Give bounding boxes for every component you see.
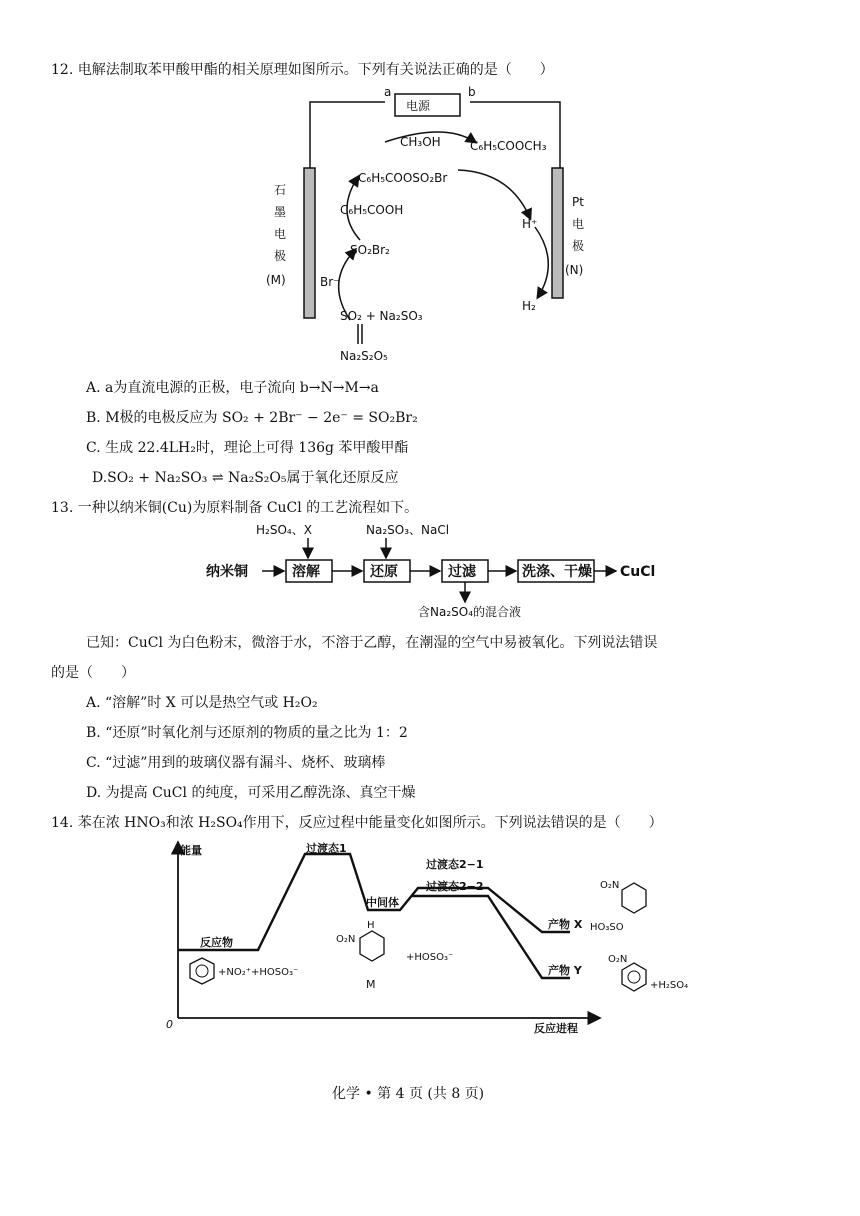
flow-step-3: 过滤 [448,564,476,580]
arenium-ion-icon [360,931,384,961]
q12-option-b: B. M极的电极反应为 SO₂ + 2Br⁻ − 2e⁻ = SO₂Br₂ [86,410,418,426]
reactant-formula: +NO₂⁺+HOSO₃⁻ [218,967,299,978]
reactant-label: 反应物 [200,936,233,949]
so2-na2so3: SO₂ + Na₂SO₃ [340,309,423,323]
flow-step-4: 洗涤、干燥 [522,564,592,580]
q13-option-d: D. 为提高 CuCl 的纯度，可采用乙醇洗涤、真空干燥 [86,785,416,801]
terminal-a: a [384,85,392,99]
q13-stem: 13. 一种以纳米铜(Cu)为原料制备 CuCl 的工艺流程如下。 [51,500,419,516]
ester-label: C₆H₅COOCH₃ [470,139,547,153]
q13-option-b: B. “还原”时氧化剂与还原剂的物质的量之比为 1：2 [86,725,408,741]
x-axis-label: 反应进程 [534,1022,578,1035]
q13-option-a: A. “溶解”时 X 可以是热空气或 H₂O₂ [86,695,318,711]
product-x-label: 产物 X [548,918,583,931]
q12-option-d: D.SO₂ + Na₂SO₃ ⇌ Na₂S₂O₅属于氧化还原反应 [92,470,399,486]
graphite-electrode [304,168,315,318]
y-o2n: O₂N [608,954,628,965]
q13-known-2: 的是（ ） [51,665,135,681]
y-extra: +H₂SO₄ [650,980,689,991]
h2-label: H₂ [522,299,536,313]
x-hoso: HO₃SO [590,922,624,933]
q13-option-c: C. “过滤”用到的玻璃仪器有漏斗、烧杯、玻璃棒 [86,755,386,771]
q12-stem: 12. 电解法制取苯甲酸甲酯的相关原理如图所示。下列有关说法正确的是（ ） [51,62,554,78]
flow-step-1: 溶解 [292,564,320,580]
energy-curve-branch [412,896,570,978]
x-o2n: O₂N [600,880,620,891]
benzene-icon [190,958,214,984]
m-label: M [366,978,376,991]
left-char-3: 电 [274,227,287,241]
product-x-ring-icon [622,883,646,913]
left-char-5: (M) [266,273,286,287]
electrolysis-diagram [260,82,600,372]
m-h-top: H [367,920,375,931]
product-y-ring-icon [622,963,646,991]
reagent-1: H₂SO₄、X [256,523,312,537]
m-o2n: O₂N [336,934,356,945]
q13-known-1: 已知：CuCl 为白色粉末，微溶于水，不溶于乙醇，在潮湿的空气中易被氧化。下列说法错误 [86,635,658,651]
pt-electrode [552,168,563,298]
ts22-label: 过渡态2−2 [426,880,484,893]
left-char-1: 石 [274,183,287,197]
c6h5cooh: C₆H₅COOH [340,203,404,217]
left-char-4: 极 [274,249,287,263]
q12-option-a: A. a为直流电源的正极，电子流向 b→N→M→a [86,380,379,396]
na2s2o5: Na₂S₂O₅ [340,349,388,363]
terminal-b: b [468,85,476,99]
flow-start: 纳米铜 [206,564,248,580]
right-char-4: (N) [565,263,584,277]
q14-stem: 14. 苯在浓 HNO₃和浓 H₂SO₄作用下，反应过程中能量变化如图所示。下列说法错误的是（ ） [51,815,663,831]
energy-profile-diagram [160,838,700,1038]
flow-step-2: 还原 [370,564,398,580]
product-y-label: 产物 Y [548,964,582,977]
h-plus: H⁺ [522,217,538,231]
origin-label: 0 [166,1018,173,1031]
c6h5coosobr: C₆H₅COOSO₂Br [358,171,448,185]
q12-option-c: C. 生成 22.4LH₂时，理论上可得 136g 苯甲酸甲酯 [86,440,409,456]
ts1-label: 过渡态1 [306,842,347,855]
ch3oh: CH₃OH [400,135,441,149]
br-ion: Br⁻ [320,275,340,289]
page-footer: 化学 • 第 4 页 (共 8 页) [332,1086,485,1102]
right-char-2: 电 [572,217,585,231]
right-char-1: Pt [572,195,584,209]
m-extra: +HOSO₃⁻ [406,952,454,963]
power-label: 电源 [406,99,431,113]
intermediate-label: 中间体 [366,896,399,909]
process-flow-diagram [200,520,670,620]
y-axis-label: 能量 [180,844,202,857]
left-char-2: 墨 [274,205,287,219]
reagent-2: Na₂SO₃、NaCl [366,523,450,537]
ts21-label: 过渡态2−1 [426,858,484,871]
flow-product: CuCl [620,564,656,580]
so2br2: SO₂Br₂ [350,243,390,257]
right-char-3: 极 [572,239,585,253]
waste-liquid: 含Na₂SO₄的混合液 [418,605,522,619]
